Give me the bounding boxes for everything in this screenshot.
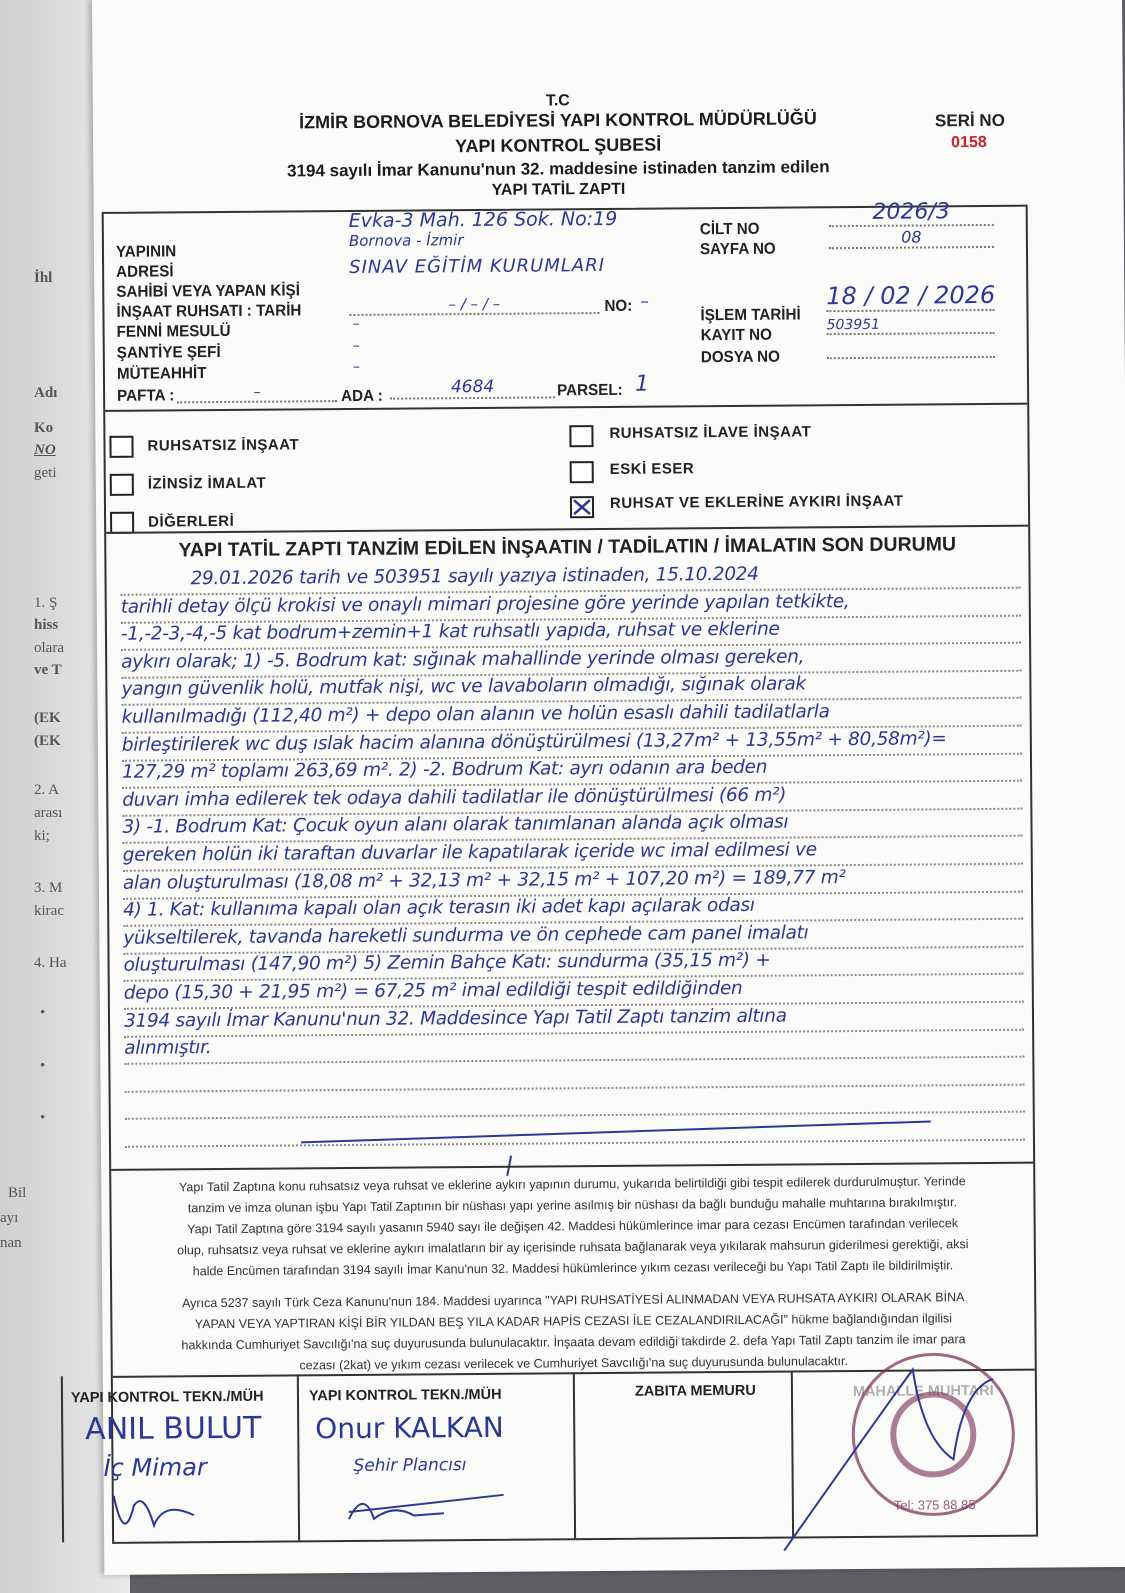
status-line: birleştirilerek wc duş ıslak hacim alanına dönüştürülmesi (13,27m² + 13,55m² + 80,58m²)= <box>122 726 1022 761</box>
checkbox-label: RUHSATSIZ İLAVE İNŞAAT <box>609 423 812 442</box>
underlying-text: ayı <box>0 1210 19 1226</box>
underlying-text: NO <box>34 442 56 458</box>
dosya-value <box>827 338 995 359</box>
serial-label: SERİ NO <box>934 110 1005 131</box>
label-pafta: PAFTA : <box>117 387 175 405</box>
signature-table <box>63 1369 1036 1543</box>
islem-tarihi-value: 18 / 02 / 2026 <box>826 280 996 311</box>
status-line: gereken holün iki taraftan duvarlar ile kapatılarak içeride wc imal edilmesi ve <box>123 837 1023 872</box>
label-cilt: CİLT NO <box>699 220 760 239</box>
status-line: -1,-2-3,-4,-5 kat bodrum+zemin+1 kat ruhsatlı yapıda, ruhsat ve eklerine <box>121 616 1021 651</box>
signature-scribble <box>104 1485 245 1556</box>
label-ada: ADA : <box>341 387 383 406</box>
tatil-zapti-form <box>70 0 1125 1575</box>
checkbox-label: RUHSAT VE EKLERİNE AYKIRI İNŞAAT <box>609 492 904 512</box>
legal-line: Yapı Tatil Zaptına konu ruhsatsız veya ruhsat ve eklerine aykırı yapının durumu, yukarıda belirtildiği gibi tespit edilerek durdurulmuştur. Yerinde <box>178 1174 966 1195</box>
status-line: 3194 sayılı İmar Kanunu'nun 32. Maddesince Yapı Tatil Zaptı tanzim altına <box>124 1002 1024 1037</box>
status-title: YAPI TATİL ZAPTI TANZİM EDİLEN İNŞAATIN / TADİLATIN / İMALATIN SON DURUMU <box>178 533 957 562</box>
form-box <box>70 199 1038 1544</box>
check-mark-icon <box>572 498 592 516</box>
divider <box>105 403 1027 412</box>
underlying-text: arası <box>34 805 63 821</box>
signature-title: MAHALLE MUHTARI <box>852 1382 994 1401</box>
status-line: tarihli detay ölçü krokisi ve onaylı mimari projesine göre yerinde yapılan tetkikte, <box>121 588 1021 623</box>
checkbox-label: ESKİ ESER <box>609 460 695 478</box>
label-sayfa: SAYFA NO <box>699 240 776 259</box>
label-adresi: ADRESİ <box>116 263 174 281</box>
label-ruhsat: İNŞAAT RUHSATI : TARİH <box>116 302 302 321</box>
header-tc: T.C <box>545 92 570 110</box>
owner-value: SINAV EĞİTİM KURUMLARI <box>349 254 606 278</box>
label-parsel: PARSEL: <box>557 381 623 400</box>
underlying-text: 2. A <box>34 782 60 798</box>
underlying-text: • <box>40 1058 46 1074</box>
santiye-value: – <box>352 337 360 354</box>
underlying-text: kirac <box>34 903 64 919</box>
legal-line: halde Encümen tarafından 3194 sayılı İmar Kanu'nun 32. Maddesi hükümlerince yıkım cezası verileceği bu Yapı Tatil Zaptı ile bildirilmiştir. <box>192 1258 954 1279</box>
underlying-text: 1. Ş <box>34 595 58 611</box>
fenni-value: – <box>352 315 360 332</box>
signer-role: İç Mimar <box>103 1453 207 1482</box>
legal-line: olup, ruhsatsız veya ruhsat ve eklerine aykırı imalatların bir ay içerisinde ruhsata bağlanarak veya yıkılarak mahsurun giderilmesi gerektiği, aksi <box>177 1237 969 1258</box>
cilt-value: 2026/3 <box>829 199 994 227</box>
underlying-text: (EK <box>34 733 61 749</box>
serial-number: 0158 <box>951 133 987 152</box>
divider <box>106 525 1028 534</box>
ruhsat-date-value: – / – / – <box>349 294 599 316</box>
signature-title: YAPI KONTROL TEKN./MÜH <box>70 1388 264 1407</box>
underlying-text: hiss <box>34 617 59 633</box>
status-line: alan oluşturulması (18,08 m² + 32,13 m² + 32,15 m² + 107,20 m²) = 189,77 m² <box>123 864 1023 899</box>
address-line2: Bornova - İzmir <box>348 231 464 250</box>
status-line: duvarı imha edilerek tek odaya dahili tadilatlar ile dönüştürülmesi (66 m²) <box>122 782 1022 817</box>
label-ruhsat-no: NO: <box>604 297 633 315</box>
label-islem-tarihi: İŞLEM TARİHİ <box>700 306 801 325</box>
underlying-text: • <box>40 1110 46 1126</box>
legal-line: Ayrıca 5237 sayılı Türk Ceza Kanunu'nun 184. Maddesi uyarınca "YAPI RUHSATİYESİ ALINMADAN VEYA RUHSATA AYKIRI OLARAK BİNA <box>181 1290 965 1311</box>
status-line: aykırı olarak; 1) -5. Bodrum kat: sığınak mahallinde yerinde olması gereken, <box>121 644 1021 679</box>
checkbox-ruhsatsiz-insaat[interactable] <box>109 436 133 458</box>
underlying-text: 3. M <box>34 880 63 896</box>
underlying-text: (EK <box>34 710 61 726</box>
label-kayit: KAYIT NO <box>700 326 772 345</box>
checkbox-ruhsat-aykiri[interactable] <box>570 496 594 518</box>
ruhsat-no-value: – <box>640 291 649 312</box>
status-line: alınmıştır. <box>124 1030 1024 1065</box>
checkbox-ruhsatsiz-ilave[interactable] <box>569 425 593 447</box>
checkbox-label: RUHSATSIZ İNŞAAT <box>147 436 300 455</box>
signature-scribble <box>344 1483 504 1534</box>
underlying-text: • <box>40 1005 46 1021</box>
muteahhit-value: – <box>352 358 360 375</box>
underlying-text: İhl <box>34 270 53 286</box>
status-line: 3) -1. Bodrum Kat: Çocuk oyun alanı olarak tanımlanan alanda açık olması <box>122 809 1022 844</box>
status-line: 127,29 m² toplamı 263,69 m². 2) -2. Bodrum Kat: ayrı odanın ara beden <box>122 754 1022 789</box>
checkbox-digerleri[interactable] <box>110 512 134 534</box>
legal-line: cezası (2kat) ve yıkım cezası verilecek ve Cumhuriyet Savcılığı'na suç duyurusunda bulunulacaktır. <box>299 1354 849 1373</box>
checkbox-eski-eser[interactable] <box>570 461 594 483</box>
header-law-line: 3194 sayılı İmar Kanunu'nun 32. maddesine istinaden tanzim edilen <box>286 157 830 181</box>
status-line: kullanılmadığı (112,40 m²) + depo olan alanın ve holün esaslı dahili tadilatlarla <box>122 699 1022 734</box>
sayfa-value: 08 <box>829 227 994 249</box>
label-santiye: ŞANTİYE ŞEFİ <box>116 344 221 362</box>
official-stamp <box>763 1349 1035 1561</box>
label-fenni: FENNİ MESULÜ <box>116 322 231 341</box>
underlying-text: geti <box>34 465 57 481</box>
address-line1: Evka-3 Mah. 126 Sok. No:19 <box>348 207 618 232</box>
signer-name: Onur KALKAN <box>315 1410 504 1446</box>
form-title: YAPI TATİL ZAPTI <box>491 180 626 199</box>
legal-line: tanzim ve imza olunan işbu Yapı Tatil Zaptının bir nüshası yapı yerine asılmış bir nüshası da bağlı bunduğu mahalle muhtarına bırakılmıştır. <box>187 1195 958 1216</box>
status-line: yangın güvenlik holü, mutfak nişi, wc ve lavaboların olmadığı, sığınak olarak <box>121 671 1021 706</box>
parsel-value: 1 <box>634 371 650 397</box>
status-line: depo (15,30 + 21,95 m²) = 67,25 m² imal edildiği tespit edildiğinden <box>124 975 1024 1010</box>
label-sahibi: SAHİBİ VEYA YAPAN KİŞİ <box>116 282 300 301</box>
status-line: 4) 1. Kat: kullanıma kapalı olan açık terasın iki adet kapı açılarak odası <box>123 892 1023 927</box>
underlying-text: Adı <box>34 385 58 401</box>
kayit-value: 503951 <box>827 316 995 335</box>
status-line: oluşturulması (147,90 m²) 5) Zemin Bahçe Katı: sundurma (35,15 m²) + <box>123 947 1023 982</box>
underlying-text: ki; <box>34 828 50 844</box>
signer-role: Şehir Plancısı <box>353 1455 467 1476</box>
legal-line: hakkında Cumhuriyet Savcılığı'na suç duyurusunda bulunulacaktır. İnşaata devam edildiği takdirde 2. defa Yapı Tatil Zaptı tanzim ile imar para <box>181 1332 966 1353</box>
underlying-text: olara <box>34 640 64 656</box>
label-yapinin: YAPININ <box>115 243 177 261</box>
stamp-phone: Tel: 375 88 85 <box>893 1497 976 1513</box>
signature-title: YAPI KONTROL TEKN./MÜH <box>308 1386 502 1405</box>
signature-title: ZABITA MEMURU <box>634 1382 756 1400</box>
checkbox-label: İZİNSİZ İMALAT <box>147 474 267 493</box>
checkbox-izinsiz-imalat[interactable] <box>110 474 134 496</box>
header-institution: İZMİR BORNOVA BELEDİYESİ YAPI KONTROL MÜDÜRLÜĞÜ <box>299 108 817 133</box>
underlying-text: 4. Ha <box>34 955 67 971</box>
legal-line: Yapı Tatil Zaptına göre 3194 sayılı yasanın 5940 sayı ile değişen 42. Maddesi hükümlerince imar para cezası Encümen tarafından verilecek <box>187 1216 959 1237</box>
label-muteahhit: MÜTEAHHİT <box>116 365 207 383</box>
legal-line: YAPAN VEYA YAPTIRAN KİŞİ BİR YILDAN BEŞ YILA KADAR HAPİS CEZASI İLE CEZALANDIRILACAĞI" hükme bağlandığından ilgilisi <box>194 1311 953 1332</box>
legal-paragraph-1 <box>111 1171 1034 1283</box>
underlying-text: Bil <box>8 1185 27 1201</box>
pafta-value: – <box>177 382 337 403</box>
status-line: yükseltilerek, tavanda hareketli sundurma ve ön cephede cam panel imalatı <box>123 920 1023 955</box>
underlying-text: Ko <box>34 420 54 436</box>
underlying-text: ve T <box>34 662 62 678</box>
underlying-text: nan <box>0 1235 22 1251</box>
label-dosya: DOSYA NO <box>700 348 781 367</box>
status-line: 29.01.2026 tarih ve 503951 sayılı yazıya istinaden, 15.10.2024 <box>120 561 1020 596</box>
ada-value: 4684 <box>390 376 555 399</box>
signer-name: ANIL BULUT <box>85 1410 262 1448</box>
header-department: YAPI KONTROL ŞUBESİ <box>455 134 662 157</box>
checkbox-label: DİĞERLERİ <box>148 512 235 531</box>
